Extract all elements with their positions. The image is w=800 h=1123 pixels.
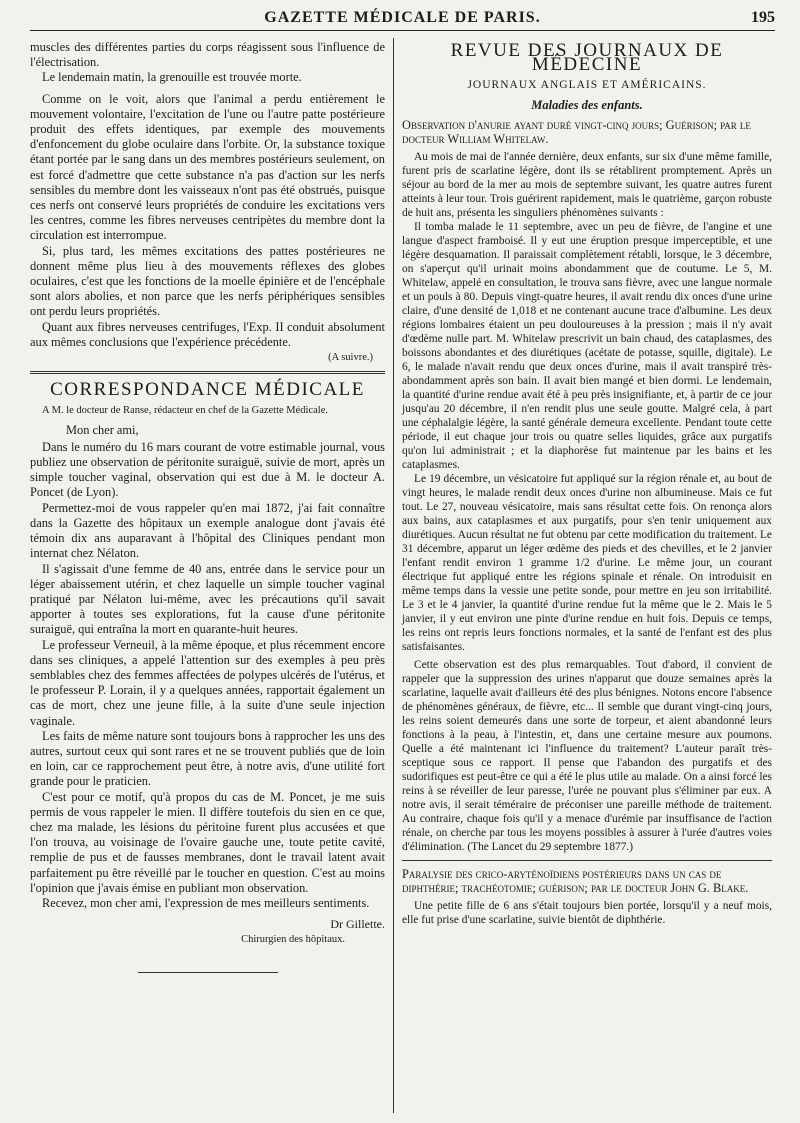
intro-paragraph: Quant aux fibres nerveuses centrifuges, l'Exp. II conduit absolument aux mêmes conclusions que l'expérience précédente. — [30, 319, 385, 349]
observation-paragraph: Il tomba malade le 11 septembre, avec un peu de fièvre, de l'angine et une langue d'aspect framboisé. Il y eut une éruption presque imperceptible, et une légère desquamation. Il paraissait complètement rétabli, lorsque, le 3 décembre, on s'aperçut qu'il urinait moins abondamment que de coutume. Le 5, M. Whitelaw, appelé en consultation, le trouva sans fièvre, avec une langue normale et un pouls à 80. Depuis vingt-quatre heures, il avait rendu dix onces d'une urine claire, d'une densité de 1,018 et ne contenant aucune trace d'albumine. Les deux régions lombaires étaient un peu douloureuses à la pression ; mais il n'y avait d'œdème nulle part. M. Whitelaw prescrivit un bain chaud, des cataplasmes, des boissons abondantes et des diurétiques (acétate de potasse, squille, digitale). Le 6, le malade n'avait rendu que deux onces d'urine, mais il avait transpiré très-abondamment après son bain. Il avait bien mangé et bien dormi. Le lendemain, la quantité d'urine rendue avait été à peu près insignifiante, et, à partir de ce jour jusqu'au 20 décembre, il n'en rendit plus une seule goutte. Malgré cela, à part une céphalalgie légère, la santé générale demeura excellente. Pendant toute cette période, il eut chaque jour trois ou quatre selles liquides, grâce aux purgatifs qu'on lui administrait ; et la diaphorèse fut maintenue par les bains et les cataplasmes. — [402, 221, 772, 471]
intro-paragraph: Le lendemain matin, la grenouille est trouvée morte. — [42, 70, 302, 85]
letter-paragraph: Recevez, mon cher ami, l'expression de mes meilleurs sentiments. — [42, 895, 370, 910]
letter-paragraph: Dans le numéro du 16 mars courant de votre estimable journal, vous publiez une observation de péritonite suraiguë, suivie de mort, après un simple toucher vaginal, observation qui est due à M. le docteur A. Poncet (de Lyon). — [30, 439, 385, 500]
page-header — [30, 8, 775, 31]
article-rule — [402, 860, 772, 861]
correspondance-title: CORRESPONDANCE MÉDICALE — [50, 379, 365, 401]
observation-paragraph: Au mois de mai de l'année dernière, deux enfants, sur six d'une même famille, furent pris de scarlatine légère, dont ils se rétablirent promptement. Après un séjour au bord de la mer au mois de septembre suivant, les quatre autres furent atteints à leur tour. Trois guérirent rapidement, mais le quatrième, garçon robuste de huit ans, présenta les singuliers phénomènes suivants : — [402, 151, 772, 219]
letter-paragraph: Le professeur Verneuil, à la même époque, et plus récemment encore dans ses cliniques, a appelé l'attention sur des exemples à peu près semblables chez des femmes affectées de polypes ulcérés de l'utérus, et le professeur P. Lorain, il y a quelques années, rapportait également un cas de mort, chez une jeune fille, à la suite d'une seule injection vaginale. — [30, 637, 385, 728]
observation-title: Observation d'anurie ayant duré vingt-cinq jours; Guérison; par le docteur William Whitelaw. — [402, 118, 751, 146]
revue-title: REVUE DES JOURNAUX DE MÉDECINE — [450, 40, 724, 75]
observation-paragraph: Le 19 décembre, un vésicatoire fut appliqué sur la région rénale et, au bout de vingt heures, le malade rendit deux onces d'urine non albumineuse. Mais ce fut tout. Le 27, nouveau vésicatoire, mais sans résultat cette fois. On renonça alors aux bains, aux cataplasmes et aux purgatifs, pour s'en tenir uniquement aux diurétiques. Aucun résultat ne fut obtenu par cette modification du traitement. Le 31 décembre, apparut un léger œdème des pieds et des chevilles, et le 2 janvier l'enfant rendit environ 1 gramme 1/2 d'urine. Le même jour, un courant électrique fut appliqué entre les régions spinale et rénale. On introduisit en même temps dans la vessie une petite sonde, pour mettre en jeu son irritabilité. Le 3 et le 4 janvier, la quantité d'urine rendue fut la même que le 2. Mais le 5 janvier, il y eut environ une pinte d'urine rendue en huit fois. Depuis ce temps, les reins ont repris leurs fonctions normales, et la santé de l'enfant est des plus satisfaisantes. — [402, 473, 772, 653]
section-rule — [30, 371, 385, 374]
a-suivre: (A suivre.) — [328, 352, 373, 364]
column-divider — [393, 38, 394, 1113]
letter-paragraph: Il s'agissait d'une femme de 40 ans, entrée dans le service pour un léger abaissement utérin, et chez laquelle un simple toucher vaginal pratiqué par Nélaton lui-même, avec les précautions qu'il savait apporter à toutes ses explorations, fut la cause d'une péritonite suraiguë, qui entraîna la mort en quarante-huit heures. — [30, 561, 385, 637]
intro-paragraph: Comme on le voit, alors que l'animal a perdu entièrement le mouvement volontaire, l'excitation de l'une ou l'autre patte postérieure produit des effets identiques, par exemple des mouvements d'enfoncement du globe oculaire dans l'orbite. Or, la substance toxique étant portée par le sang dans un des membres postérieurs seulement, on est forcé d'admettre que cette substance n'a pas d'action sur les nerfs sensibles du membre dont les vaisseaux n'ont pas été obstrués, puisque ces nerfs ont conservé leurs propriétés de conduire les excitations vers les centres, comme les fibres nerveuses centripètes du membre dont la circulation est interrompue. — [30, 91, 385, 243]
addressee: A M. le docteur de Ranse, rédacteur en chef de la Gazette Médicale. — [42, 405, 328, 417]
intro-paragraph: muscles des différentes parties du corps réagissent sous l'influence de l'électrisation. — [30, 40, 385, 70]
journal-title: GAZETTE MÉDICALE DE PARIS. — [264, 9, 541, 26]
signature: Dr Gillette. — [330, 917, 385, 932]
right-column — [402, 40, 772, 927]
revue-subtitle: JOURNAUX ANGLAIS ET AMÉRICAINS. — [467, 79, 707, 91]
signature-title: Chirurgien des hôpitaux. — [241, 934, 345, 946]
paralysie-paragraph: Une petite fille de 6 ans s'était toujours bien portée, lorsqu'il y a neuf mois, elle fut prise d'une scarlatine, suivie bientôt de diphthérie. — [402, 900, 772, 926]
end-rule — [138, 972, 278, 973]
salutation: Mon cher ami, — [66, 422, 139, 437]
paralysie-title: Paralysie des crico-aryténoïdiens postérieurs dans un cas de diphthérie; trachéotomie; guérison; par le docteur John G. Blake. — [402, 867, 749, 895]
intro-paragraph: Si, plus tard, les mêmes excitations des pattes postérieures ne donnent même plus lieu à des mouvements réflexes des globes oculaires, c'est que les fonctions de la moelle épinière et de l'encéphale sont alors abolies, et non parce que les nerfs périphériques sensibles ont perdu leurs propriétés. — [30, 243, 385, 319]
left-column — [30, 40, 385, 973]
letter-paragraph: Permettez-moi de vous rappeler qu'en mai 1872, j'ai fait connaître dans la Gazette des hôpitaux un exemple analogue dont j'avais été témoin dix ans auparavant à l'hôpital des Cliniques pendant mon internat chez Nélaton. — [30, 500, 385, 561]
letter-paragraph: Les faits de même nature sont toujours bons à rapprocher les uns des autres, surtout ceux qui sont rares et ne se trouvent publiés que de loin en loin, car ce rapprochement peut être, à notre avis, d'une utilité fort grande pour le praticien. — [30, 728, 385, 789]
commentary-paragraph: Cette observation est des plus remarquables. Tout d'abord, il convient de rappeler que la suppression des urines n'apparut que douze semaines après la scarlatine, laquelle avait d'ailleurs été des plus bénignes. Notons encore l'absence de phénomènes généraux, de fièvre, etc... Il semble que durant vingt-cinq jours, les reins soient demeurés dans une sorte de torpeur, et aient abandonné leurs fonctions à la peau, à l'intestin, et, dans une certaine mesure aux poumons. Quelle a été maintenant ici l'influence du traitement? L'auteur paraît très-sceptique sous ce rapport. Il pense que l'abandon des purgatifs et des sudorifiques est peut-être ce qui a été le plus utile au malade. On a ainsi forcé les reins à se réveiller de leur paresse, l'urée ne pouvant plus s'éliminer par eux. A notre avis, il serait téméraire de préconiser une pareille méthode de traitement. Au contraire, chaque fois qu'il y a menace d'urémie par insuffisance de l'action rénale, on cherche par tous les moyens possibles à assurer à l'urée d'autres voies d'élimination. (The Lancet du 29 septembre 1877.) — [402, 659, 772, 853]
page-number: 195 — [751, 9, 775, 26]
letter-paragraph: C'est pour ce motif, qu'à propos du cas de M. Poncet, je me suis permis de vous rappeler le mien. Il diffère toutefois du sien en ce que, chez ma malade, les lésions du péritoine furent plus accusées et que l'on trouva, au voisinage de l'ovaire gauche une, toute petite cavité, remplie de pus et de fausses membranes, dont le travail latent avait parfaitement pu être réveillé par le toucher en question. C'est au moins l'opinion que j'avais émise en publiant mon observation. — [30, 789, 385, 895]
rubric: Maladies des enfants. — [531, 98, 643, 112]
